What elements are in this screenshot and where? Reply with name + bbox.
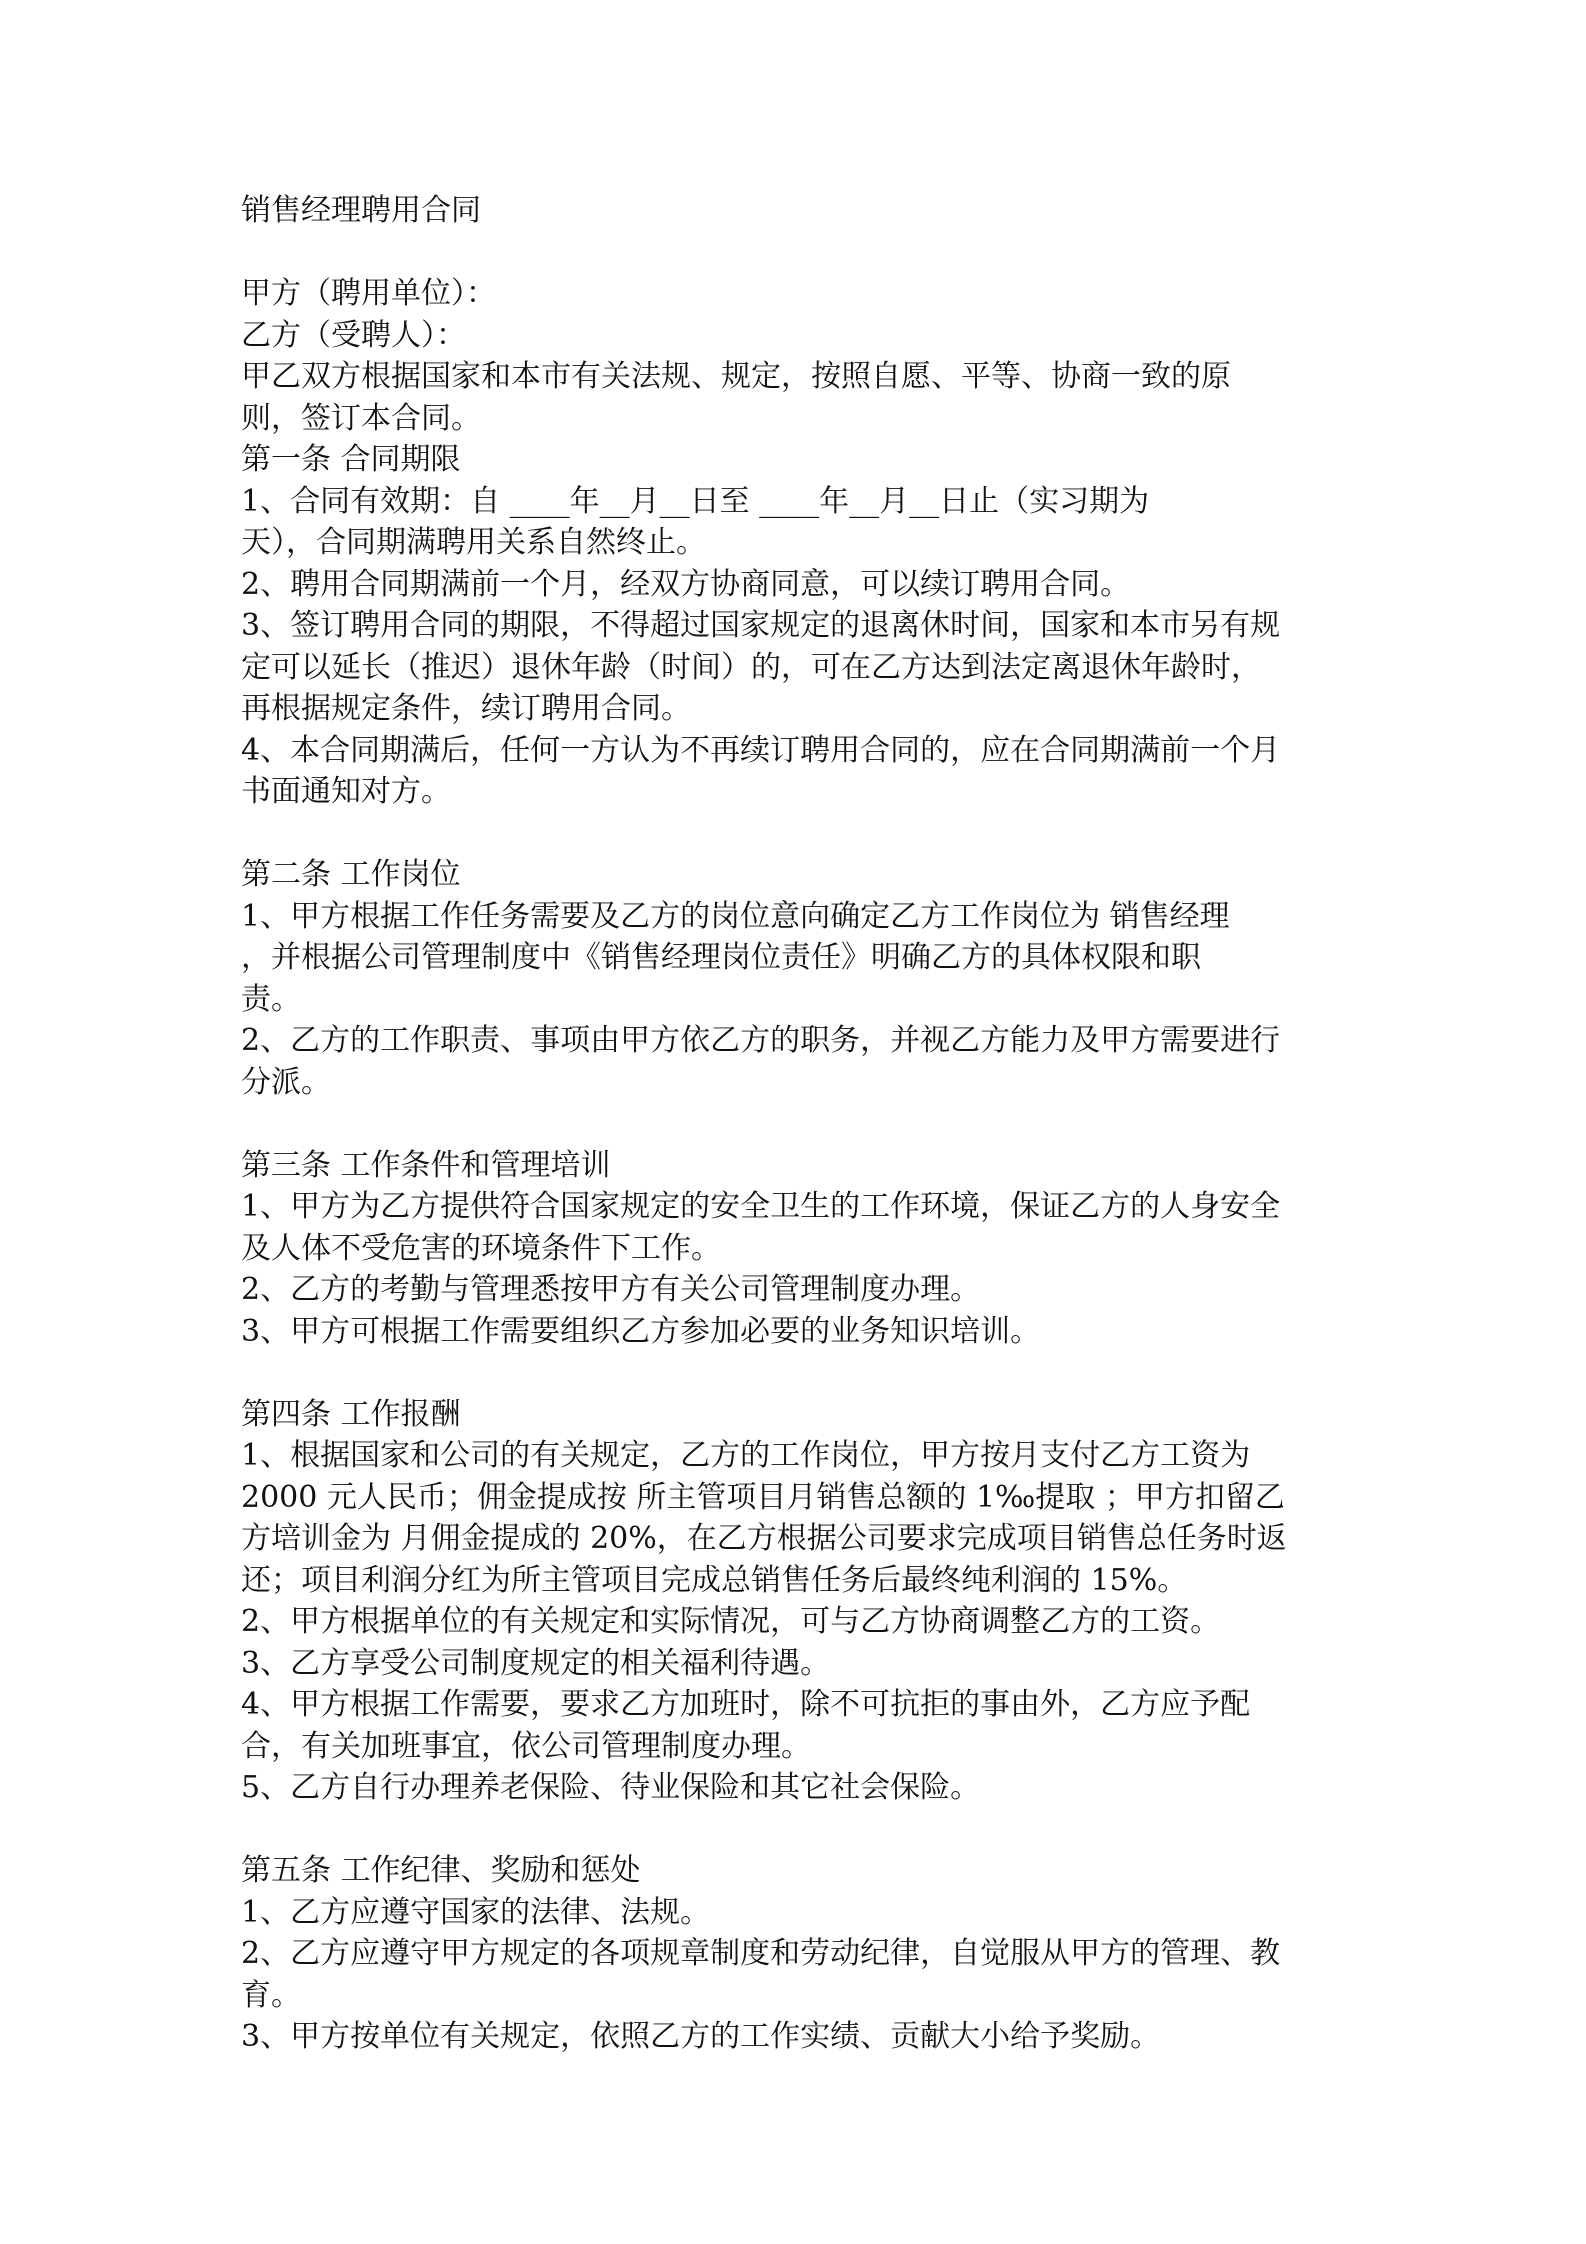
article-5-line: 1、乙方应遵守国家的法律、法规。	[241, 1894, 711, 1930]
article-1-line: 天），合同期满聘用关系自然终止。	[241, 525, 706, 560]
article-4-line: 4、甲方根据工作需要，要求乙方加班时，除不可抗拒的事由外，乙方应予配	[241, 1687, 1251, 1722]
article-2-line: 1、甲方根据工作任务需要及乙方的岗位意向确定乙方工作岗位为 销售经理	[241, 898, 1230, 934]
document-page	[241, 190, 1361, 2058]
party-a-label: 甲方（聘用单位）：	[241, 276, 496, 311]
article-3-line: 及人体不受危害的环境条件下工作。	[241, 1230, 721, 1266]
article-5-heading: 第五条 工作纪律、奖励和惩处	[241, 1853, 641, 1888]
article-4-line: 5、乙方自行办理养老保险、待业保险和其它社会保险。	[241, 1770, 981, 1805]
article-4-line: 1、根据国家和公司的有关规定，乙方的工作岗位，甲方按月支付乙方工资为	[241, 1438, 1251, 1473]
article-2-heading: 第二条 工作岗位	[241, 857, 461, 892]
article-1-line: 1、合同有效期：自 ____年__月__日至 ____年__月__日止（实习期为	[241, 483, 1150, 519]
article-2-line: 分派。	[241, 1064, 331, 1100]
spacer	[241, 1352, 1361, 1394]
article-1-heading: 第一条 合同期限	[241, 442, 461, 477]
spacer	[241, 1809, 1361, 1851]
preamble-line: 甲乙双方根据国家和本市有关法规、规定，按照自愿、平等、协商一致的原	[241, 359, 1231, 394]
article-4-line: 方培训金为 月佣金提成的 20%，在乙方根据公司要求完成项目销售总任务时返	[241, 1521, 1287, 1556]
article-1-line: 定可以延长（推迟）退休年龄（时间）的，可在乙方达到法定离退休年龄时，	[241, 649, 1261, 685]
document-title: 销售经理聘用合同	[241, 193, 481, 228]
article-1-line: 4、本合同期满后，任何一方认为不再续订聘用合同的，应在合同期满前一个月	[241, 732, 1281, 768]
article-4-line: 2000 元人民币；佣金提成按 所主管项目月销售总额的 1‰提取 ；甲方扣留乙	[241, 1479, 1285, 1515]
article-2-line: 2、乙方的工作职责、事项由甲方依乙方的职务，并视乙方能力及甲方需要进行	[241, 1023, 1281, 1058]
article-4-line: 3、乙方享受公司制度规定的相关福利待遇。	[241, 1645, 831, 1681]
article-2-line: 责。	[241, 981, 301, 1017]
article-3-line: 2、乙方的考勤与管理悉按甲方有关公司管理制度办理。	[241, 1272, 981, 1307]
article-1-line: 书面通知对方。	[241, 774, 451, 809]
article-4-heading: 第四条 工作报酬	[241, 1396, 461, 1432]
article-4-line: 合，有关加班事宜，依公司管理制度办理。	[241, 1728, 811, 1764]
article-5-line: 育。	[241, 1977, 301, 2013]
spacer	[241, 1103, 1361, 1145]
article-3-line: 3、甲方可根据工作需要组织乙方参加必要的业务知识培训。	[241, 1313, 1041, 1349]
article-2-line: ，并根据公司管理制度中《销售经理岗位责任》明确乙方的具体权限和职	[241, 940, 1201, 975]
article-1-line: 3、签订聘用合同的期限，不得超过国家规定的退离休时间，国家和本市另有规	[241, 608, 1281, 643]
article-5-line: 2、乙方应遵守甲方规定的各项规章制度和劳动纪律，自觉服从甲方的管理、教	[241, 1936, 1281, 1971]
article-4-line: 2、甲方根据单位的有关规定和实际情况，可与乙方协商调整乙方的工资。	[241, 1604, 1221, 1639]
party-b-label: 乙方（受聘人）：	[241, 317, 466, 353]
preamble-line: 则，签订本合同。	[241, 400, 481, 436]
article-4-line: 还；项目利润分红为所主管项目完成总销售任务后最终纯利润的 15%。	[241, 1562, 1188, 1598]
article-3-line: 1、甲方为乙方提供符合国家规定的安全卫生的工作环境，保证乙方的人身安全	[241, 1189, 1281, 1224]
article-5-line: 3、甲方按单位有关规定，依照乙方的工作实绩、贡献大小给予奖励。	[241, 2019, 1161, 2054]
article-3-heading: 第三条 工作条件和管理培训	[241, 1147, 611, 1183]
spacer	[241, 813, 1361, 855]
spacer	[241, 232, 1361, 274]
article-1-line: 再根据规定条件，续订聘用合同。	[241, 691, 691, 726]
article-1-line: 2、聘用合同期满前一个月，经双方协商同意，可以续订聘用合同。	[241, 566, 1131, 602]
